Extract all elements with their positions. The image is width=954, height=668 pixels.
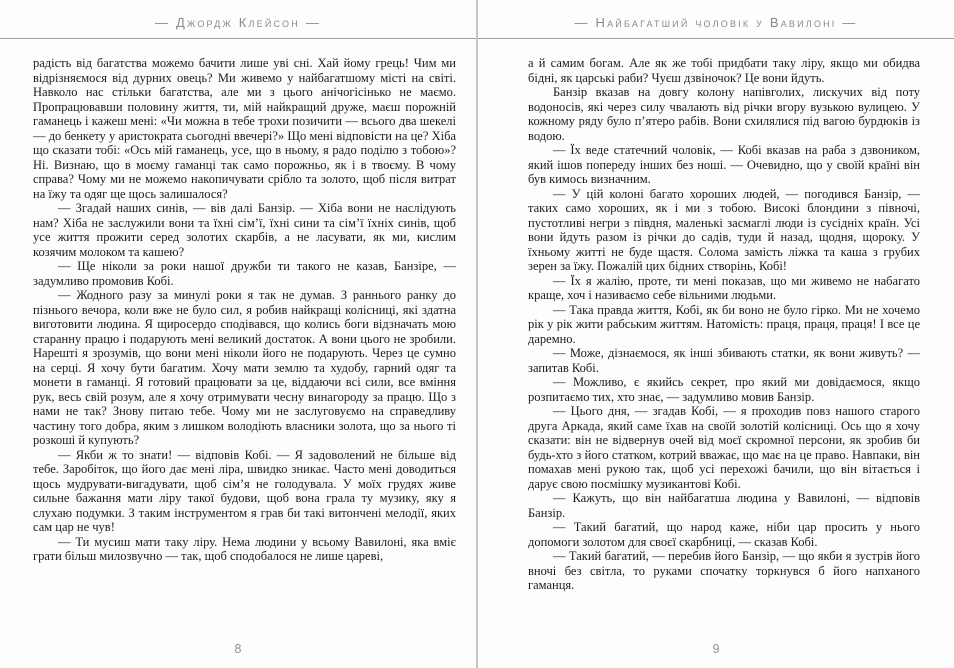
- page-header-left: [0, 14, 476, 32]
- paragraph: — Їх веде статечний чоловік, — Кобі вказав на раба з дзвоником, який ішов попереду інших без ноші. — Очевидно, що у своїй країні він був кимось визначним.: [528, 143, 920, 186]
- paragraph: — У цій колоні багато хороших людей, — погодився Банзір, — таких само хороших, як і ми з тобою. Високі блондини з півночі, пустотливі негри з півдня, маленькі засмаглі люди із сусідніх країн. Усі вони йдуть разом із річки до садів, туди й назад, щодня, щороку. У їхньому житті не буде щастя. Солома замість ліжка та каша з грубих зерен за їжу. Пожалій цих бідних створінь, Кобі!: [528, 186, 920, 273]
- paragraph: радість від багатства можемо бачити лише уві сні. Хай йому грець! Чим ми відрізняємося від дурних овець? Ми живемо у найбагатшому місті на світі. Навколо нас стільки багатства, але ми з цього анічогісінько не маємо. Пропрацювавши половину життя, ти, мій найкращий друже, маєш порожній гаманець і кажеш мені: «Чи можна в тебе трохи позичити — всього два шекелі — до бенкету у аристократа сьогодні ввечері?» Що мені відповісти на це? Хіба що сказати тобі: «Ось мій гаманець, усе, що в ньому, я радо поділю з тобою»? Ні. Визнаю, що в моєму гаманці так само порожньо, як і в твоєму. В чому справа? Чому ми не можемо накопичувати срібло та золото, щоб після витрат на їжу та одяг ще щось залишалося?: [33, 56, 456, 201]
- header-rule-right: [478, 38, 954, 39]
- paragraph: — Якби ж то знати! — відповів Кобі. — Я задоволений не більше від тебе. Заробіток, що його дає мені ліра, швидко зникає. Часто мені доводиться щось мудрувати-вигадувати, щоб сім’я не голодувала. У моїх грудях живе сильне бажання мати ліру такої будови, щоб вона грала ту музику, яку я слухаю подумки. З таким інструментом я грав би такі витончені мелодії, яких сам цар не чув!: [33, 447, 456, 534]
- page-number-left: 8: [234, 642, 242, 656]
- paragraph: — Цього дня, — згадав Кобі, — я проходив повз нашого старого друга Аркада, який саме їхав на своїй золотій колісниці. Ось що я хочу сказати: він не відвернув очей від моєї скромної персони, як зробив би будь-хто з його статком, котрий вважає, що має на це право. Навпаки, він помахав мені рукою так, щоб усі перехожі бачили, що він вітається і дарує свою посмішку музикантові Кобі.: [528, 404, 920, 491]
- paragraph: — Жодного разу за минулі роки я так не думав. З раннього ранку до пізнього вечора, коли вже не було сил, я робив найкращі колісниці, які здатна виготовити людина. Я щиросердо сподівався, що колись боги відзначать мою старанну працю і подарують мені великий достаток. А вони цього не зробили. Нарешті я зрозумів, що вони мені ніколи його не подарують. Через це сумно на серці. Я хочу бути багатим. Хочу мати землю та худобу, гарний одяг та монети в гаманці. Я готовий працювати за це, віддаючи всі сили, все вміння рук, весь свій розум, але я хочу отримувати чесну винагороду за працю. Що з нами не так? Знову питаю тебе. Чому ми не заслуговуємо на справедливу частину того добра, яким з лишком володіють власники золота, що за нього ті розкоші й купують?: [33, 288, 456, 447]
- paragraph: Банзір вказав на довгу колону напівголих, лискучих від поту водоносів, які через силу чвалають від річки вгору вузькою вулицею. У кожному ряду було п’ятеро рабів. Вони схилялися під вагою бурдюків із водою.: [528, 85, 920, 143]
- paragraph: а й самим богам. Але як же тобі придбати таку ліру, якщо ми обидва бідні, як царські раби? Чуєш дзвіночок? Це вони йдуть.: [528, 56, 920, 85]
- paragraph: — Може, дізнаємося, як інші збивають статки, як вони живуть? — запитав Кобі.: [528, 346, 920, 375]
- header-rule-left: [0, 38, 476, 39]
- page-body-right: [528, 56, 920, 640]
- page-body-left: [33, 56, 456, 640]
- paragraph: — Згадай наших синів, — вів далі Банзір. — Хіба вони не наслідують нам? Хіба не заслужили вони та їхні сім’ї, їхні сини та сім’ї їхніх синів, щоб усе життя прожити серед золотих скарбів, а не ласувати, як ми, кислим козячим молоком та кашею?: [33, 201, 456, 259]
- paragraph: — Можливо, є якийсь секрет, про який ми довідаємося, якщо розпитаємо тих, хто знає, — задумливо мовив Банзір.: [528, 375, 920, 404]
- paragraph: — Кажуть, що він найбагатша людина у Вавилоні, — відповів Банзір.: [528, 491, 920, 520]
- page-right: [478, 0, 954, 668]
- paragraph: — Їх я жалію, проте, ти мені показав, що ми живемо не набагато краще, хоч і називаємо себе вільними людьми.: [528, 273, 920, 302]
- paragraph: — Ще ніколи за роки нашої дружби ти такого не казав, Банзіре, — задумливо промовив Кобі.: [33, 259, 456, 288]
- page-number-right: 9: [712, 642, 720, 656]
- running-head-author: — Джордж Клейсон —: [155, 15, 321, 30]
- paragraph: — Такий багатий, — перебив його Банзір, — що якби я зустрів його вночі без світла, то руками спочатку торкнувся б його напханого гаманця.: [528, 549, 920, 592]
- paragraph: — Така правда життя, Кобі, як би воно не було гірко. Ми не хочемо рік у рік жити рабським життям. Натомість: праця, праця, праця! І все це даремно.: [528, 302, 920, 346]
- paragraph: — Ти мусиш мати таку ліру. Нема людини у всьому Вавилоні, яка вміє грати більш милозвучно — так, щоб сподобалося не лише цареві,: [33, 534, 456, 563]
- paragraph: — Такий багатий, що народ каже, ніби цар просить у нього допомоги золотом для своєї скарбниці, — сказав Кобі.: [528, 520, 920, 549]
- page-header-right: [478, 14, 954, 32]
- page-left: [0, 0, 476, 668]
- running-head-book-title: — Найбагатший чоловік у Вавилоні —: [574, 15, 858, 30]
